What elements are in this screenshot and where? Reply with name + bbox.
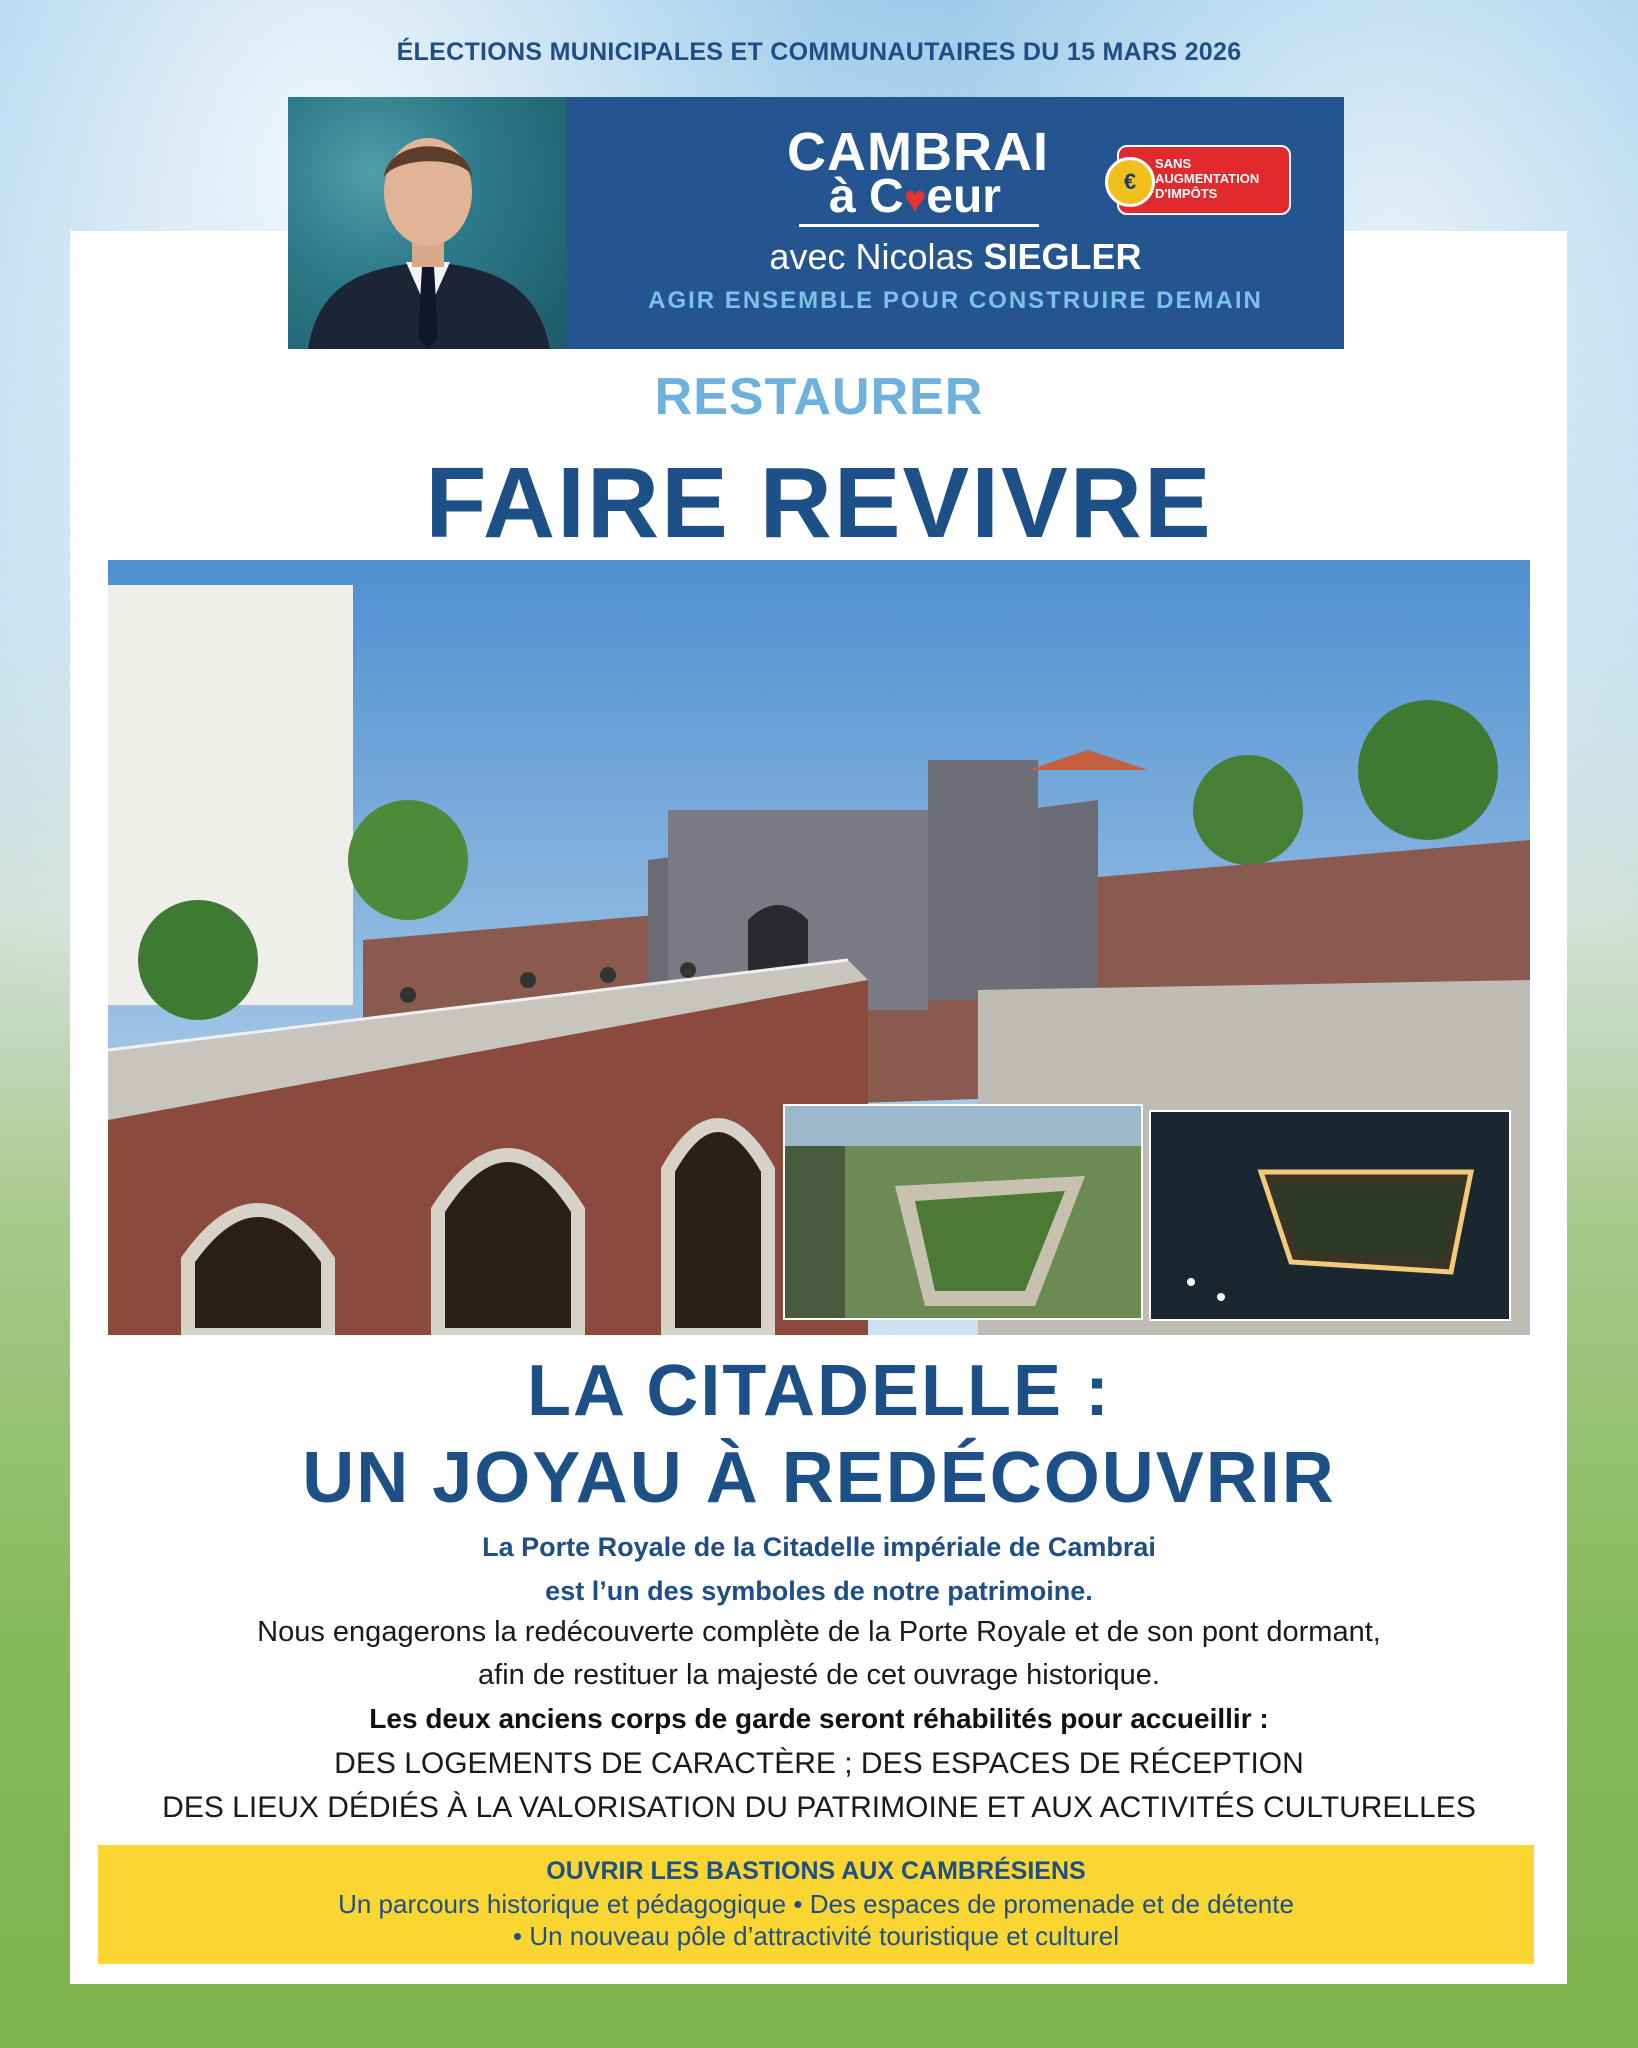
candidate-line (567, 236, 1344, 278)
brand-tagline: AGIR ENSEMBLE POUR CONSTRUIRE DEMAIN (648, 287, 1263, 314)
article-title-line-2: UN JOYAU À REDÉCOUVRIR (302, 1438, 1336, 1518)
article-bold-line: Les deux anciens corps de garde seront réhabilités pour accueillir : (369, 1703, 1269, 1734)
brand-a-coeur-prefix: à C (829, 170, 904, 223)
candidate-surname: SIEGLER (983, 236, 1142, 277)
brand-block (567, 97, 1344, 349)
callout-title: OUVRIR LES BASTIONS AUX CAMBRÉSIENS (546, 1857, 1086, 1885)
sticker-line-3: D'IMPÔTS (1155, 186, 1218, 201)
headline-faire-revivre: FAIRE REVIVRE (425, 447, 1213, 559)
euro-coin-icon: € (1105, 157, 1155, 207)
article-lead-line-2: est l’un des symboles de notre patrimoine. (545, 1576, 1093, 1606)
election-title: ÉLECTIONS MUNICIPALES ET COMMUNAUTAIRES DU 15 MARS 2026 (396, 38, 1242, 66)
article-title-line-1: LA CITADELLE : (527, 1351, 1111, 1431)
candidate-photo (288, 97, 567, 349)
callout-line-1: Un parcours historique et pédagogique • Des espaces de promenade et de détente (338, 1889, 1294, 1919)
campaign-banner (288, 97, 1344, 349)
candidate-prefix: avec Nicolas (769, 236, 974, 277)
inset-photo-aerial-day (783, 1104, 1143, 1320)
sticker-line-1: SANS (1155, 156, 1192, 171)
article-body-line-2: afin de restituer la majesté de cet ouvrage historique. (478, 1659, 1160, 1691)
article-body-line-1: Nous engagerons la redécouverte complète de la Porte Royale et de son pont dormant, (257, 1616, 1381, 1648)
bastion-night-rendering-image (1151, 1112, 1509, 1319)
brand-cambrai: CAMBRAI (787, 122, 1049, 182)
article-caps-line-1: DES LOGEMENTS DE CARACTÈRE ; DES ESPACES DE RÉCEPTION (334, 1747, 1304, 1780)
bastions-callout (98, 1845, 1534, 1964)
kicker-restaurer: RESTAURER (654, 368, 984, 426)
tax-sticker (1117, 145, 1291, 215)
article-lead-line-1: La Porte Royale de la Citadelle impériale de Cambrai (482, 1532, 1156, 1562)
sticker-text (1155, 156, 1259, 201)
callout-line-2: • Un nouveau pôle d’attractivité touristique et culturel (513, 1921, 1119, 1951)
brand-a-coeur-suffix: eur (926, 170, 1001, 223)
bastion-day-rendering-image (785, 1106, 1141, 1318)
inset-photo-aerial-night (1149, 1110, 1511, 1321)
sticker-line-2: AUGMENTATION (1155, 171, 1260, 186)
heart-icon: ♥ (903, 179, 927, 221)
candidate-portrait-icon (288, 97, 567, 349)
brand-underline (799, 224, 1039, 227)
brand-a-coeur (829, 169, 1001, 224)
article-caps-line-2: DES LIEUX DÉDIÉS À LA VALORISATION DU PATRIMOINE ET AUX ACTIVITÉS CULTURELLES (162, 1791, 1476, 1824)
